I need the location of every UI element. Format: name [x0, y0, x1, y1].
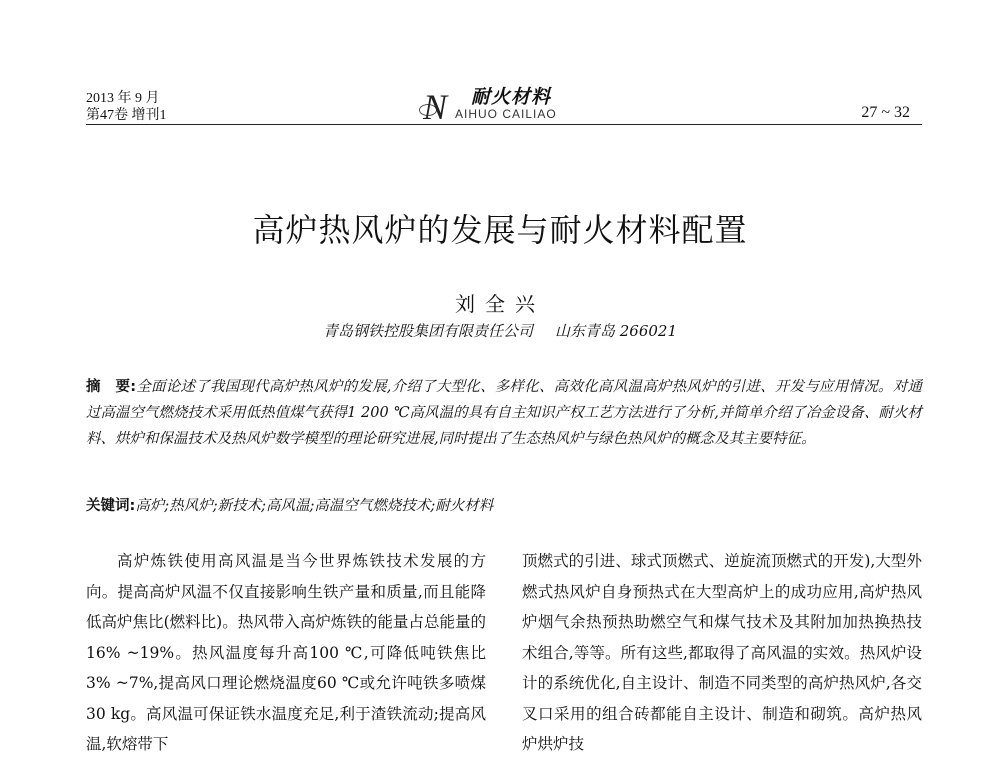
abstract [86, 374, 922, 452]
affiliation-org: 青岛钢铁控股集团有限责任公司 [322, 322, 533, 340]
journal-name-cn: 耐火材料 [471, 86, 552, 108]
body-paragraph: 高炉炼铁使用高风温是当今世界炼铁技术发展的方向。提高高炉风温不仅直接影响生铁产量和质量,而且能降低高炉焦比(燃料比)。热风带入高炉炼铁的能量占总能量的16% ~19%。热风温度每升高100 ℃,可降低吨铁焦比3% ~7%,提高风口理论燃烧温度60 ℃或允许吨铁多喷煤30 kg。高风温可保证铁水温度充足,利于渣铁流动;提高风温,软熔带下 [86, 552, 486, 753]
keywords-label: 关键词: [86, 498, 136, 514]
abstract-label: 摘 要: [86, 379, 137, 395]
affiliation-location: 山东青岛 266021 [554, 322, 678, 340]
article-title: 高炉热风炉的发展与耐火材料配置 [252, 211, 748, 249]
journal-name-en: AIHUO CAILIAO [455, 107, 557, 121]
body-column-left [86, 546, 486, 760]
header-rule [86, 124, 922, 125]
keywords [86, 493, 922, 519]
author-affiliation [0, 320, 1000, 341]
issue-date: 2013 年 9 月 [86, 91, 160, 106]
issue-volume: 第47卷 增刊1 [86, 108, 167, 123]
page-range: 27 ~ 32 [861, 104, 910, 121]
journal-logo [415, 80, 585, 130]
body-paragraph: 顶燃式的引进、球式顶燃式、逆旋流顶燃式的开发),大型外燃式热风炉自身预热式在大型高炉上的成功应用,高炉热风炉烟气余热预热助燃空气和煤气技术及其附加加热换热技术组合,等等。所有这些,都取得了高风温的实效。热风炉设计的系统优化,自主设计、制造不同类型的高炉热风炉,各交叉口采用的组合砖都能自主设计、制造和砌筑。高炉热风炉烘炉技 [522, 552, 922, 753]
body-column-right [522, 546, 922, 760]
journal-issue [86, 90, 167, 124]
keywords-text: 高炉;热风炉;新技术;高风温;高温空气燃烧技术;耐火材料 [135, 498, 494, 514]
article-author: 刘全兴 [455, 292, 545, 316]
abstract-text: 全面论述了我国现代高炉热风炉的发展,介绍了大型化、多样化、高效化高风温高炉热风炉的引进、开发与应用情况。对通过高温空气燃烧技术采用低热值煤气获得1 200 ℃高风温的具有自主知识产权工艺方法进行了分析,并简单介绍了冶金设备、耐火材料、烘炉和保温技术及热风炉数学模型的理论研究进展,同时提出了生态热风炉与绿色热风炉的概念及其主要特征。 [86, 379, 922, 447]
logo-mark: N [423, 87, 448, 127]
